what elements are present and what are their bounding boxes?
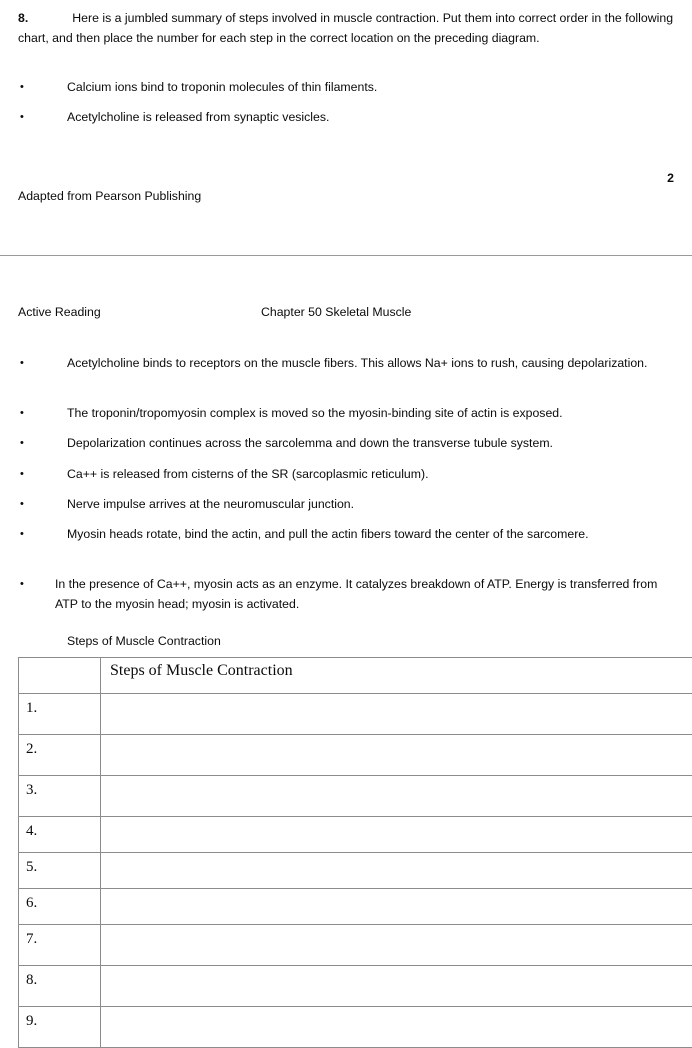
list-item <box>20 574 672 614</box>
list-item <box>20 77 660 97</box>
row-number: 6. <box>19 889 101 925</box>
table-row <box>19 889 692 925</box>
list-item <box>20 107 660 127</box>
table-row <box>19 925 692 966</box>
list-item-text: Nerve impulse arrives at the neuromuscular junction. <box>67 494 680 514</box>
bullet-marker: • <box>20 494 30 514</box>
table-row <box>19 853 692 889</box>
list-item-text: Depolarization continues across the sarcolemma and down the transverse tubule system. <box>67 433 680 453</box>
list-item-text: In the presence of Ca++, myosin acts as an enzyme. It catalyzes breakdown of ATP. Energy is transferred from ATP to the myosin head; myosin is activated. <box>55 574 672 614</box>
row-number: 9. <box>19 1007 101 1048</box>
running-header-right: Chapter 50 Skeletal Muscle <box>261 302 411 322</box>
row-answer-cell[interactable] <box>101 776 692 817</box>
question-paragraph <box>18 8 674 48</box>
question-text: Here is a jumbled summary of steps involved in muscle contraction. Put them into correct order in the following chart, and then place the number for each step in the correct location on the preceding diagram. <box>18 11 673 45</box>
table-header-number-cell <box>19 658 101 694</box>
list-item-text: The troponin/tropomyosin complex is moved so the myosin-binding site of actin is exposed. <box>67 403 680 423</box>
row-answer-cell[interactable] <box>101 735 692 776</box>
row-number: 5. <box>19 853 101 889</box>
row-number: 1. <box>19 694 101 735</box>
table-row <box>19 776 692 817</box>
row-number: 3. <box>19 776 101 817</box>
row-answer-cell[interactable] <box>101 889 692 925</box>
table-header-row <box>19 658 692 694</box>
question-number: 8. <box>18 11 28 25</box>
bullet-marker: • <box>20 403 30 423</box>
row-number: 8. <box>19 966 101 1007</box>
row-number: 4. <box>19 817 101 853</box>
bullet-marker: • <box>20 524 30 544</box>
row-answer-cell[interactable] <box>101 1007 692 1048</box>
list-item <box>20 524 660 544</box>
bullet-marker: • <box>20 574 30 614</box>
row-answer-cell[interactable] <box>101 925 692 966</box>
list-item-text: Ca++ is released from cisterns of the SR (sarcoplasmic reticulum). <box>67 464 680 484</box>
bullet-marker: • <box>20 353 30 373</box>
bullet-marker: • <box>20 77 30 97</box>
page-break-rule <box>0 255 692 256</box>
table-row <box>19 817 692 853</box>
steps-of-muscle-contraction-table <box>18 657 692 1048</box>
bullet-marker: • <box>20 433 30 453</box>
row-number: 7. <box>19 925 101 966</box>
list-item <box>20 433 680 453</box>
bullet-marker: • <box>20 464 30 484</box>
table-row <box>19 1007 692 1048</box>
row-answer-cell[interactable] <box>101 694 692 735</box>
running-header-left: Active Reading <box>18 302 101 322</box>
bullet-marker: • <box>20 107 30 127</box>
table-row <box>19 694 692 735</box>
list-item-text: Acetylcholine is released from synaptic vesicles. <box>67 107 660 127</box>
list-item-text: Myosin heads rotate, bind the actin, and pull the actin fibers toward the center of the sarcomere. <box>67 524 660 544</box>
row-number: 2. <box>19 735 101 776</box>
list-item <box>20 464 680 484</box>
table-row <box>19 966 692 1007</box>
table-row <box>19 735 692 776</box>
attribution-line: Adapted from Pearson Publishing <box>18 186 418 206</box>
list-item <box>20 494 680 514</box>
row-answer-cell[interactable] <box>101 817 692 853</box>
row-answer-cell[interactable] <box>101 853 692 889</box>
table-header-body-cell: Steps of Muscle Contraction <box>101 658 692 694</box>
list-item-text: Calcium ions bind to troponin molecules of thin filaments. <box>67 77 660 97</box>
list-item <box>20 353 660 373</box>
row-answer-cell[interactable] <box>101 966 692 1007</box>
page-number: 2 <box>560 170 674 186</box>
table-caption: Steps of Muscle Contraction <box>67 632 221 650</box>
list-item-text: Acetylcholine binds to receptors on the muscle fibers. This allows Na+ ions to rush, causing depolarization. <box>67 353 660 373</box>
list-item <box>20 403 680 423</box>
